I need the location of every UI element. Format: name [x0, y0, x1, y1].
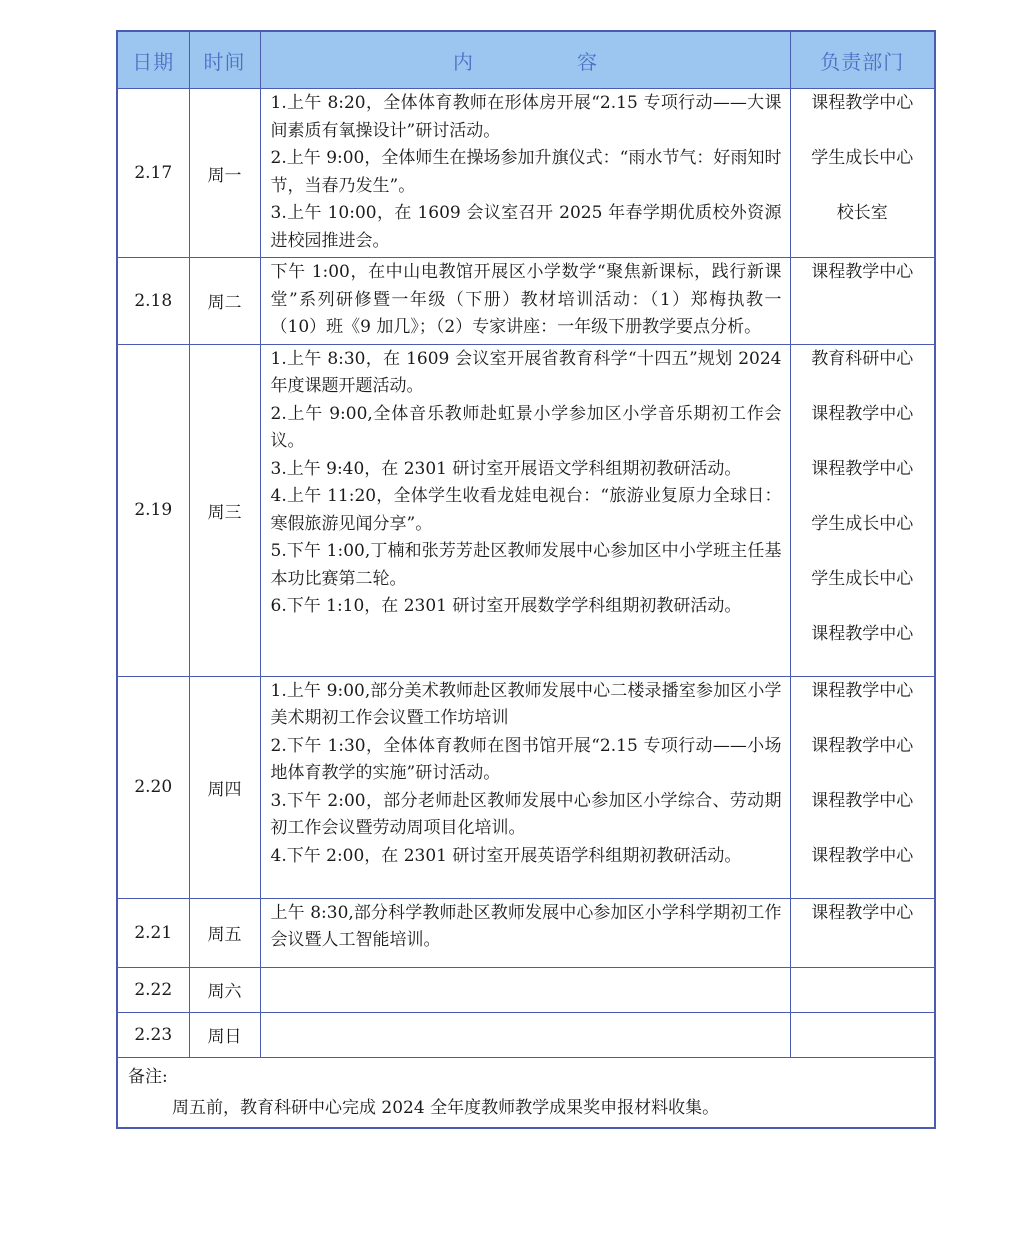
content-item: 下午 1:00，在中山电教馆开展区小学数学“聚焦新课标，践行新课堂”系列研修暨一年级（下册）教材培训活动：（1）郑梅执教一（10）班《9 加几》；（2）专家讲座：一年级下册教学要点分析。 — [270, 262, 782, 337]
row-content — [260, 676, 790, 898]
row-date: 2.19 — [117, 344, 189, 676]
row-dept — [790, 89, 935, 258]
content-item: 上午 8:30,部分科学教师赴区教师发展中心参加区小学科学期初工作会议暨人工智能培训。 — [270, 902, 782, 950]
row-dept — [790, 967, 935, 1012]
remark-cell — [117, 1057, 935, 1128]
table-row — [117, 967, 935, 1012]
dept-item: 学生成长中心 — [811, 513, 914, 534]
dept-item: 课程教学中心 — [811, 845, 914, 866]
table-row — [117, 344, 935, 676]
table-row — [117, 258, 935, 345]
row-day: 周四 — [189, 676, 260, 898]
row-day: 周五 — [189, 898, 260, 967]
dept-item: 学生成长中心 — [811, 148, 914, 168]
header-time: 时间 — [189, 31, 260, 89]
dept-item: 课程教学中心 — [811, 623, 914, 644]
weekly-schedule-table — [116, 30, 936, 1129]
row-dept — [790, 258, 935, 345]
dept-item: 课程教学中心 — [811, 93, 914, 113]
row-content — [260, 89, 790, 258]
content-item: 2.上午 9:00，全体师生在操场参加升旗仪式：“雨水节气：好雨知时节，当春乃发生”。 — [270, 148, 782, 196]
header-content — [260, 31, 790, 89]
table-row — [117, 1012, 935, 1057]
row-date: 2.21 — [117, 898, 189, 967]
header-date: 日期 — [117, 31, 189, 89]
row-date: 2.23 — [117, 1012, 189, 1057]
row-date: 2.20 — [117, 676, 189, 898]
row-content — [260, 1012, 790, 1057]
row-dept — [790, 344, 935, 676]
row-content — [260, 898, 790, 967]
remark-text: 周五前，教育科研中心完成 2024 全年度教师教学成果奖申报材料收集。 — [172, 1097, 720, 1118]
row-date: 2.17 — [117, 89, 189, 258]
row-content — [260, 344, 790, 676]
row-day: 周一 — [189, 89, 260, 258]
row-day: 周日 — [189, 1012, 260, 1057]
row-date: 2.18 — [117, 258, 189, 345]
dept-item: 课程教学中心 — [811, 262, 914, 282]
dept-item: 课程教学中心 — [811, 790, 914, 811]
content-item: 5.下午 1:00,丁楠和张芳芳赴区教师发展中心参加区中小学班主任基本功比赛第二轮。 — [270, 541, 782, 589]
table-row — [117, 89, 935, 258]
content-item: 2.下午 1:30，全体体育教师在图书馆开展“2.15 专项行动——小场地体育教学的实施”研讨活动。 — [270, 735, 782, 783]
dept-item: 教育科研中心 — [811, 348, 914, 369]
content-item: 2.上午 9:00,全体音乐教师赴虹景小学参加区小学音乐期初工作会议。 — [270, 403, 782, 451]
dept-item: 课程教学中心 — [811, 680, 914, 701]
header-content-b: 容 — [577, 49, 597, 74]
row-day: 周六 — [189, 967, 260, 1012]
content-item: 3.下午 2:00，部分老师赴区教师发展中心参加区小学综合、劳动期初工作会议暨劳动周项目化培训。 — [270, 790, 782, 838]
dept-item: 校长室 — [836, 203, 888, 223]
content-item: 4.上午 11:20，全体学生收看龙娃电视台：“旅游业复原力全球日：寒假旅游见闻分享”。 — [270, 486, 782, 534]
dept-item: 学生成长中心 — [811, 568, 914, 589]
content-item: 3.上午 10:00，在 1609 会议室召开 2025 年春学期优质校外资源进校园推进会。 — [270, 203, 782, 251]
dept-item: 课程教学中心 — [811, 735, 914, 756]
dept-item: 课程教学中心 — [811, 902, 914, 923]
content-item: 6.下午 1:10，在 2301 研讨室开展数学学科组期初教研活动。 — [270, 596, 742, 616]
remark-label: 备注: — [128, 1066, 168, 1087]
header-row — [117, 31, 935, 89]
schedule-sheet — [116, 30, 934, 1129]
row-date: 2.22 — [117, 967, 189, 1012]
header-dept: 负责部门 — [790, 31, 935, 89]
table-row — [117, 898, 935, 967]
header-content-a: 内 — [453, 49, 473, 74]
row-content — [260, 967, 790, 1012]
row-dept — [790, 676, 935, 898]
row-dept — [790, 1012, 935, 1057]
row-dept — [790, 898, 935, 967]
row-content — [260, 258, 790, 345]
row-day: 周三 — [189, 344, 260, 676]
content-item: 1.上午 9:00,部分美术教师赴区教师发展中心二楼录播室参加区小学美术期初工作会议暨工作坊培训 — [270, 680, 782, 728]
dept-item: 课程教学中心 — [811, 403, 914, 424]
table-row — [117, 676, 935, 898]
content-item: 4.下午 2:00，在 2301 研讨室开展英语学科组期初教研活动。 — [270, 845, 742, 866]
dept-item: 课程教学中心 — [811, 458, 914, 479]
remark-row — [117, 1057, 935, 1128]
content-item: 1.上午 8:20，全体体育教师在形体房开展“2.15 专项行动——大课间素质有氧操设计”研讨活动。 — [270, 93, 782, 141]
row-day: 周二 — [189, 258, 260, 345]
content-item: 3.上午 9:40，在 2301 研讨室开展语文学科组期初教研活动。 — [270, 458, 742, 479]
content-item: 1.上午 8:30，在 1609 会议室开展省教育科学“十四五”规划 2024 年度课题开题活动。 — [270, 348, 782, 396]
